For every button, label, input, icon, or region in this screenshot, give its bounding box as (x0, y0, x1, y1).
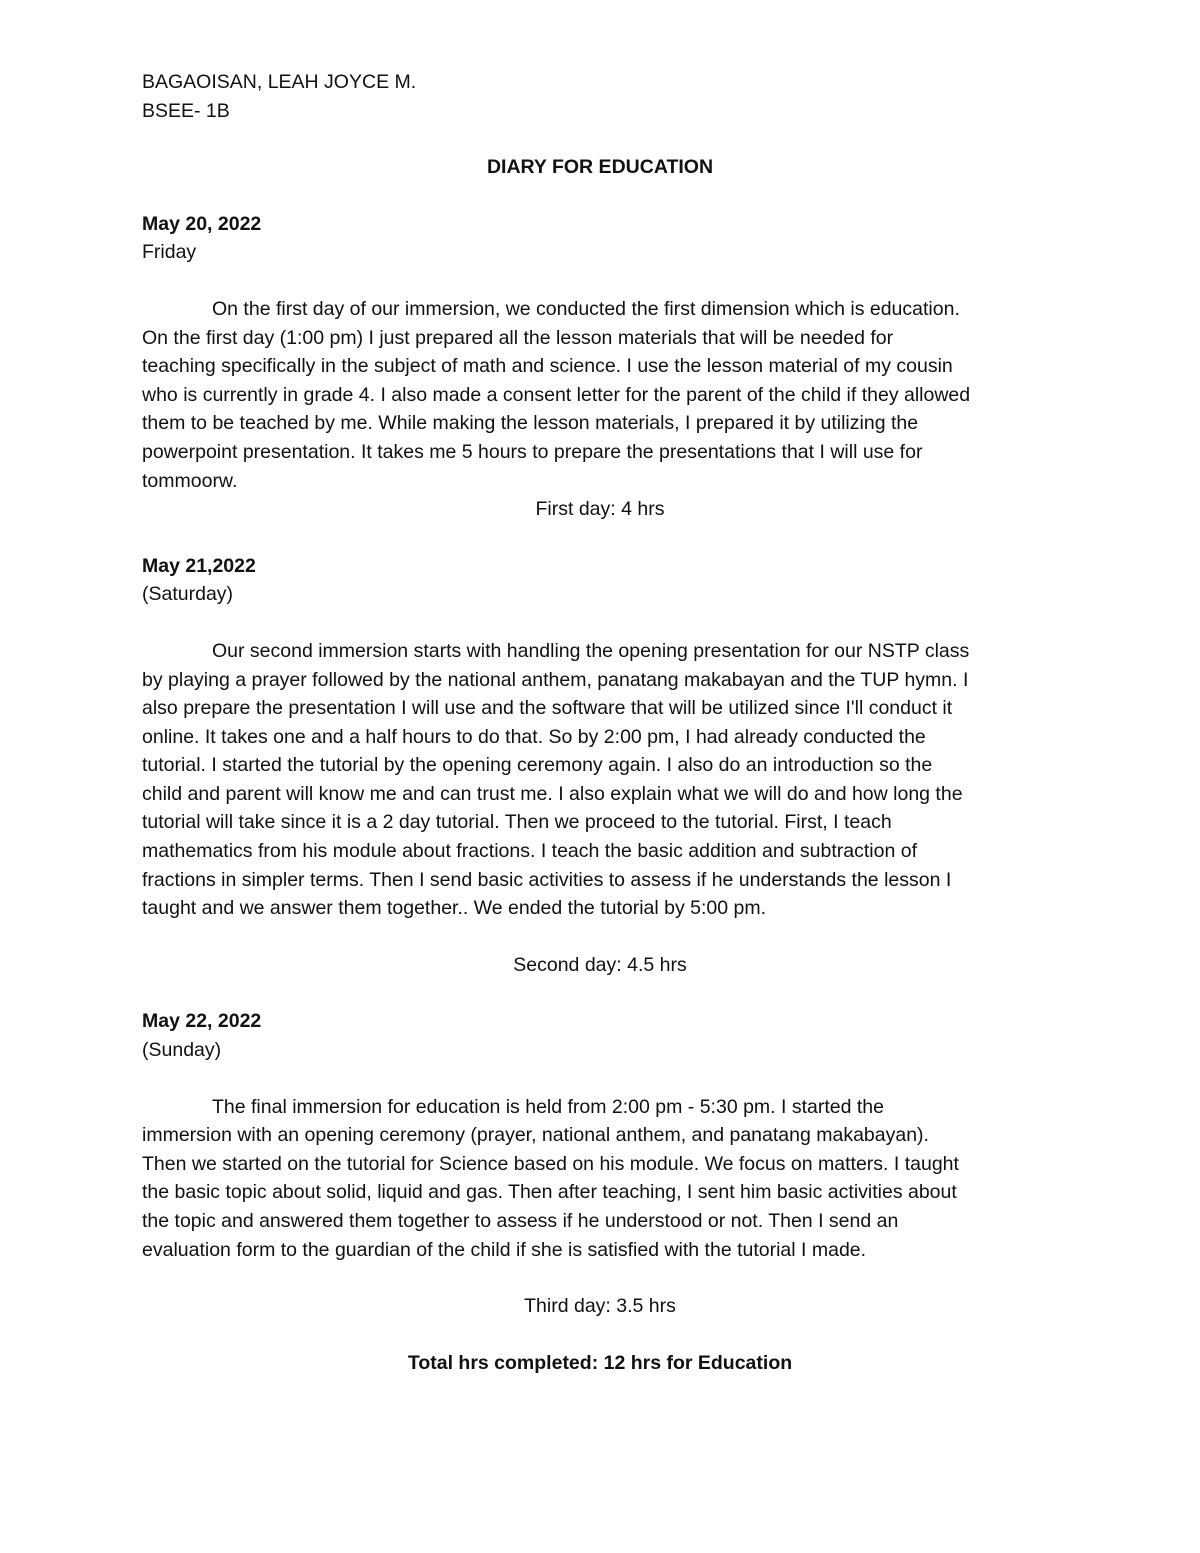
author-name: BAGAOISAN, LEAH JOYCE M. (142, 71, 417, 93)
course-section: BSEE- 1B (142, 99, 230, 122)
entry-paragraph (142, 1093, 1058, 1265)
entry-paragraph (142, 637, 1058, 923)
paragraph-line: Our second immersion starts with handling the opening presentation for our NSTP class (212, 639, 970, 662)
paragraph-line: The final immersion for education is held from 2:00 pm - 5:30 pm. I started the (212, 1095, 884, 1118)
paragraph-line: online. It takes one and a half hours to do that. So by 2:00 pm, I had already conducted the (142, 725, 926, 748)
paragraph-line: also prepare the presentation I will use and the software that will be utilized since I'll conduct it (142, 697, 953, 720)
paragraph-line: tommoorw. (142, 469, 238, 492)
paragraph-line: On the first day of our immersion, we conducted the first dimension which is education. (212, 297, 960, 320)
entry-paragraph (142, 295, 1058, 495)
document-title: DIARY FOR EDUCATION (486, 156, 714, 179)
paragraph-line: immersion with an opening ceremony (prayer, national anthem, and panatang makabayan). (142, 1124, 929, 1147)
document-body (142, 68, 1058, 1377)
paragraph-line: taught and we answer them together.. We ended the tutorial by 5:00 pm. (142, 897, 767, 920)
paragraph-line: Then we started on the tutorial for Science based on his module. We focus on matters. I taught (142, 1152, 959, 1175)
entry-weekday: (Sunday) (142, 1039, 222, 1062)
day-hours: First day: 4 hrs (535, 498, 665, 521)
paragraph-line: evaluation form to the guardian of the child if she is satisfied with the tutorial I made. (142, 1238, 867, 1261)
paragraph-line: fractions in simpler terms. Then I send basic activities to assess if he understands the lesson I (142, 868, 952, 891)
paragraph-line: child and parent will know me and can trust me. I also explain what we will do and how long the (142, 782, 963, 805)
entry-weekday: (Saturday) (142, 583, 234, 606)
day-hours: Third day: 3.5 hrs (524, 1295, 676, 1318)
paragraph-line: them to be teached by me. While making the lesson materials, I prepared it by utilizing the (142, 412, 919, 435)
paragraph-line: teaching specifically in the subject of math and science. I use the lesson material of my cousin (142, 355, 953, 378)
day-hours: Second day: 4.5 hrs (513, 953, 687, 976)
paragraph-line: mathematics from his module about fractions. I teach the basic addition and subtraction of (142, 840, 918, 863)
paragraph-line: powerpoint presentation. It takes me 5 hours to prepare the presentations that I will use for (142, 440, 923, 463)
entry-date: May 22, 2022 (142, 1010, 262, 1033)
entry-date: May 21,2022 (142, 554, 256, 577)
paragraph-line: by playing a prayer followed by the national anthem, panatang makabayan and the TUP hymn. I (142, 668, 969, 691)
paragraph-line: On the first day (1:00 pm) I just prepared all the lesson materials that will be needed for (142, 326, 894, 349)
paragraph-line: tutorial. I started the tutorial by the opening ceremony again. I also do an introduction so the (142, 754, 933, 777)
total-hours: Total hrs completed: 12 hrs for Education (407, 1351, 793, 1374)
paragraph-line: the basic topic about solid, liquid and gas. Then after teaching, I sent him basic activities about (142, 1181, 957, 1204)
paragraph-line: the topic and answered them together to assess if he understood or not. Then I send an (142, 1210, 899, 1232)
entry-weekday: Friday (142, 241, 197, 264)
entry-date: May 20, 2022 (142, 212, 262, 235)
paragraph-line: tutorial will take since it is a 2 day tutorial. Then we proceed to the tutorial. First, I teach (142, 811, 892, 834)
paragraph-line: who is currently in grade 4. I also made a consent letter for the parent of the child if they allowed (142, 383, 971, 406)
